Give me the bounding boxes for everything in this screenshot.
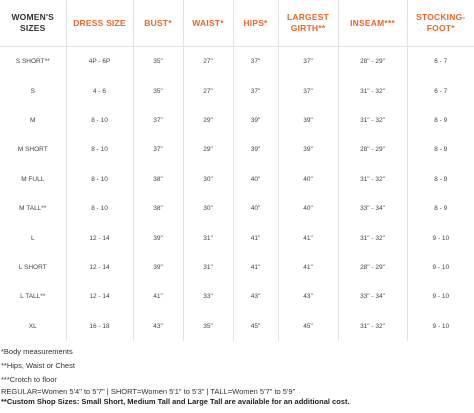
table-row (0, 76, 474, 105)
table-cell-dress-size: 12 - 14 (66, 282, 133, 311)
column-header-inseam: INSEAM*** (338, 0, 407, 47)
table-cell-largest-girth: 37" (278, 47, 338, 77)
table-cell-womens-sizes: L TALL** (20, 293, 46, 301)
table-cell-largest-girth: 43" (278, 282, 338, 311)
table-cell-hips: 43" (233, 282, 278, 311)
table-cell-stocking-foot: 6 - 7 (407, 76, 474, 105)
column-header-womens-sizes: WOMEN'S SIZES (0, 0, 66, 47)
table-cell-waist: 33" (183, 282, 233, 311)
table-row (0, 194, 474, 223)
table-cell-inseam: 31" - 32" (338, 106, 407, 135)
table-cell-largest-girth: 39" (278, 135, 338, 164)
table-cell-hips: 45" (233, 312, 278, 341)
table-cell-stocking-foot: 9 - 10 (407, 253, 474, 282)
table-cell-womens-sizes: L (30, 234, 35, 242)
footnotes (1, 345, 473, 407)
table-cell-womens-sizes: M (30, 116, 36, 124)
table-cell-hips: 37" (233, 47, 278, 77)
table-cell-hips: 40" (233, 194, 278, 223)
table-cell-largest-girth: 41" (278, 223, 338, 252)
table-cell-bust: 35" (133, 47, 183, 77)
table-cell-waist: 29" (183, 106, 233, 135)
table-cell-stocking-foot: 8 - 9 (407, 135, 474, 164)
table-row (0, 47, 474, 77)
table-cell-waist: 30" (183, 165, 233, 194)
table-cell-bust: 37" (133, 135, 183, 164)
table-cell-inseam: 31" - 32" (338, 223, 407, 252)
table-cell-waist: 31" (183, 253, 233, 282)
table-cell-inseam: 33" - 34" (338, 194, 407, 223)
table-cell-inseam: 31" - 32" (338, 312, 407, 341)
footnote-height-ranges: REGULAR=Women 5'4" to 5'7" | SHORT=Women 5'1" to 5'3" | TALL=Women 5'7" to 5'9" (1, 387, 296, 396)
table-cell-dress-size: 16 - 18 (66, 312, 133, 341)
footnote-hips-waist-chest: **Hips, Waist or Chest (1, 361, 75, 370)
table-cell-stocking-foot: 8 - 9 (407, 165, 474, 194)
table-cell-stocking-foot: 9 - 10 (407, 223, 474, 252)
table-cell-bust: 35" (133, 76, 183, 105)
table-cell-largest-girth: 40" (278, 194, 338, 223)
table-cell-hips: 40" (233, 165, 278, 194)
table-row (0, 253, 474, 282)
footnote-body-measurements: *Body measurements (1, 347, 73, 356)
table-cell-hips: 41" (233, 223, 278, 252)
table-cell-largest-girth: 40" (278, 165, 338, 194)
column-header-hips: HIPS* (233, 0, 278, 47)
table-row (0, 312, 474, 341)
table-cell-dress-size: 8 - 10 (66, 165, 133, 194)
table-cell-stocking-foot: 9 - 10 (407, 282, 474, 311)
table-cell-bust: 37" (133, 106, 183, 135)
table-cell-stocking-foot: 6 - 7 (407, 47, 474, 77)
table-row (0, 282, 474, 311)
footnote-crotch-to-floor: ***Crotch to floor (1, 375, 57, 384)
table-cell-inseam: 33" - 34" (338, 282, 407, 311)
table-cell-largest-girth: 41" (278, 253, 338, 282)
column-header-stocking-foot: STOCKING-FOOT* (407, 0, 474, 47)
table-cell-dress-size: 12 - 14 (66, 223, 133, 252)
table-row (0, 106, 474, 135)
table-cell-largest-girth: 39" (278, 106, 338, 135)
table-cell-inseam: 28" - 29" (338, 47, 407, 77)
table-cell-bust: 39" (133, 223, 183, 252)
table-cell-hips: 39" (233, 135, 278, 164)
table-cell-bust: 41" (133, 282, 183, 311)
table-cell-hips: 39" (233, 106, 278, 135)
table-row (0, 135, 474, 164)
column-header-dress-size: DRESS SIZE (66, 0, 133, 47)
table-cell-womens-sizes: S (30, 87, 35, 95)
table-cell-waist: 30" (183, 194, 233, 223)
table-row (0, 223, 474, 252)
table-cell-dress-size: 4 - 6 (66, 76, 133, 105)
table-cell-waist: 35" (183, 312, 233, 341)
table-cell-inseam: 28" - 29" (338, 135, 407, 164)
footnote-custom-sizes: **Custom Shop Sizes: Small Short, Medium Tall and Large Tall are available for an additional cost. (1, 397, 350, 406)
table-cell-waist: 27" (183, 47, 233, 77)
table-cell-womens-sizes: M FULL (21, 175, 45, 183)
table-cell-hips: 37" (233, 76, 278, 105)
table-cell-largest-girth: 45" (278, 312, 338, 341)
table-cell-bust: 38" (133, 194, 183, 223)
table-cell-waist: 29" (183, 135, 233, 164)
table-cell-waist: 31" (183, 223, 233, 252)
table-cell-inseam: 31" - 32" (338, 76, 407, 105)
table-cell-inseam: 31" - 32" (338, 165, 407, 194)
column-header-largest-girth: LARGEST GIRTH** (278, 0, 338, 47)
header-row (0, 0, 474, 47)
table-cell-bust: 38" (133, 165, 183, 194)
table-cell-womens-sizes: M SHORT (17, 146, 48, 154)
table-cell-waist: 27" (183, 76, 233, 105)
table-cell-bust: 43" (133, 312, 183, 341)
table-cell-largest-girth: 37" (278, 76, 338, 105)
table-row (0, 165, 474, 194)
table-cell-hips: 41" (233, 253, 278, 282)
table-cell-womens-sizes: M TALL** (19, 205, 47, 213)
table-cell-stocking-foot: 9 - 10 (407, 312, 474, 341)
table-cell-bust: 39" (133, 253, 183, 282)
table-cell-dress-size: 8 - 10 (66, 106, 133, 135)
column-header-waist: WAIST* (183, 0, 233, 47)
table-cell-dress-size: 4P - 6P (66, 47, 133, 77)
table-cell-womens-sizes: XL (28, 322, 37, 330)
table-cell-womens-sizes: L SHORT (18, 263, 47, 271)
table-body (0, 47, 474, 341)
table-cell-womens-sizes: S SHORT** (15, 58, 50, 66)
column-header-bust: BUST* (133, 0, 183, 47)
table-cell-stocking-foot: 8 - 9 (407, 106, 474, 135)
table-cell-dress-size: 8 - 10 (66, 135, 133, 164)
table-cell-stocking-foot: 8 - 9 (407, 194, 474, 223)
table-cell-inseam: 28" - 29" (338, 253, 407, 282)
table-cell-dress-size: 8 - 10 (66, 194, 133, 223)
table-cell-dress-size: 12 - 14 (66, 253, 133, 282)
